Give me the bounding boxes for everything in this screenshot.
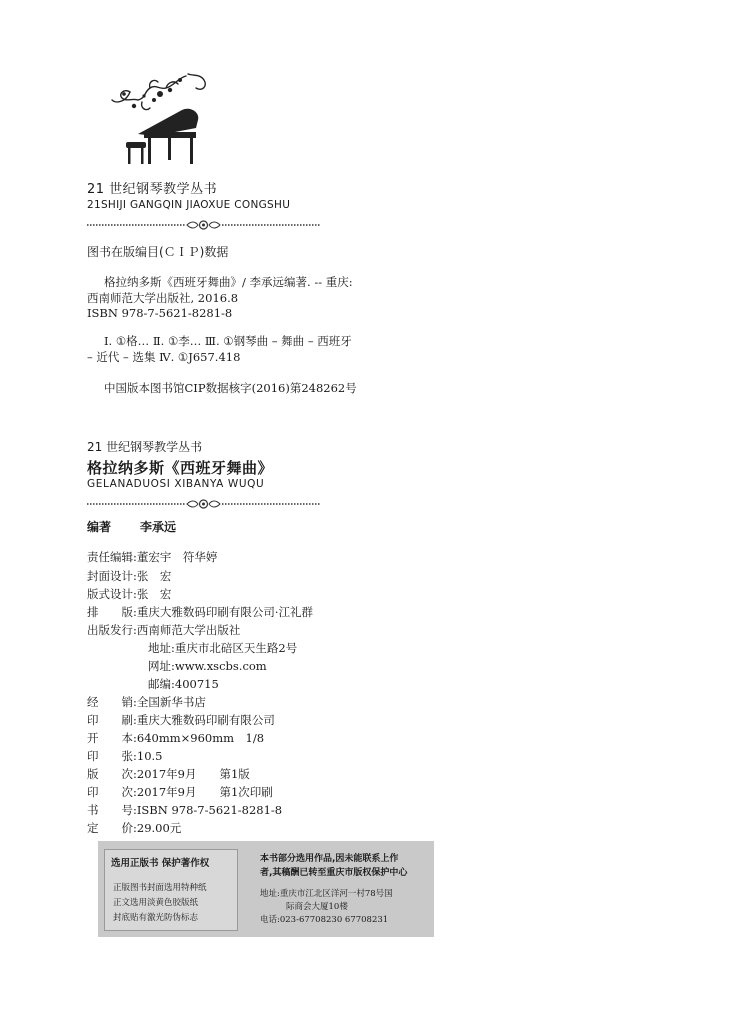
sticker-line: 正版图书封面选用特种纸	[113, 883, 207, 893]
publisher-website: 网址:www.xscbs.com	[148, 659, 267, 673]
notice-line: 本书部分选用作品,因未能联系上作	[260, 854, 399, 864]
series-line: 21 世纪钢琴教学丛书	[87, 440, 203, 454]
ornament-divider	[87, 220, 320, 230]
series-pinyin: 21SHIJI GANGQIN JIAOXUE CONGSHU	[87, 199, 291, 211]
author-label: 编著	[87, 520, 112, 534]
spec-line: 书 号:ISBN 978-7-5621-8281-8	[87, 803, 283, 817]
publisher-address: 地址:重庆市北碚区天生路2号	[148, 641, 298, 655]
spec-line: 开 本:640mm×960mm 1/8	[87, 731, 265, 745]
credit-line: 版式设计:张 宏	[87, 587, 172, 601]
ornament-divider	[87, 499, 320, 509]
spec-line: 定 价:29.00元	[87, 821, 182, 835]
spec-line: 印 张:10.5	[87, 749, 163, 763]
notice-address: 地址:重庆市江北区洋河一村78号国	[260, 889, 393, 899]
credit-line: 封面设计:张 宏	[87, 569, 172, 583]
spec-line: 版 次:2017年9月 第1版	[87, 767, 250, 781]
spec-line: 印 次:2017年9月 第1次印刷	[87, 785, 273, 799]
cip-line: Ⅰ. ①格… Ⅱ. ①李… Ⅲ. ①钢琴曲 – 舞曲 – 西班牙	[104, 334, 352, 348]
cip-heading: 图书在版编目(ＣＩＰ)数据	[87, 245, 229, 259]
sticker-line: 封底贴有激光防伪标志	[113, 913, 199, 923]
cip-line: 格拉纳多斯《西班牙舞曲》/ 李承远编著. -- 重庆:	[104, 275, 353, 289]
publisher-postcode: 邮编:400715	[148, 677, 219, 691]
cip-line: – 近代 – 选集 Ⅳ. ①J657.418	[87, 350, 241, 364]
cip-line: 西南师范大学出版社, 2016.8	[87, 291, 239, 305]
book-title-pinyin: GELANADUOSI XIBANYA WUQU	[87, 478, 265, 490]
notice-phone: 电话:023-67708230 67708231	[260, 915, 389, 925]
credit-line: 出版发行:西南师范大学出版社	[87, 623, 241, 637]
spec-line: 经 销:全国新华书店	[87, 695, 206, 709]
series-name: 21 世纪钢琴教学丛书	[87, 182, 218, 197]
credit-line: 责任编辑:董宏宇 符华婷	[87, 550, 218, 564]
credit-line: 排 版:重庆大雅数码印刷有限公司·江礼群	[87, 605, 314, 619]
genuine-book-box	[104, 849, 238, 931]
sticker-heading: 选用正版书 保护著作权	[111, 858, 210, 869]
cip-line: ISBN 978-7-5621-8281-8	[87, 306, 233, 320]
spec-line: 印 刷:重庆大雅数码印刷有限公司	[87, 713, 275, 727]
copyright-notice	[252, 849, 428, 933]
notice-line: 者,其稿酬已转至重庆市版权保护中心	[260, 868, 408, 878]
piano-logo-icon	[108, 72, 220, 168]
book-title: 格拉纳多斯《西班牙舞曲》	[87, 459, 274, 477]
cip-number: 中国版本图书馆CIP数据核字(2016)第248262号	[104, 381, 357, 395]
author-name: 李承远	[140, 520, 177, 534]
sticker-line: 正文选用淡黄色胶版纸	[113, 898, 199, 908]
notice-address: 际商会大厦10楼	[286, 902, 348, 912]
